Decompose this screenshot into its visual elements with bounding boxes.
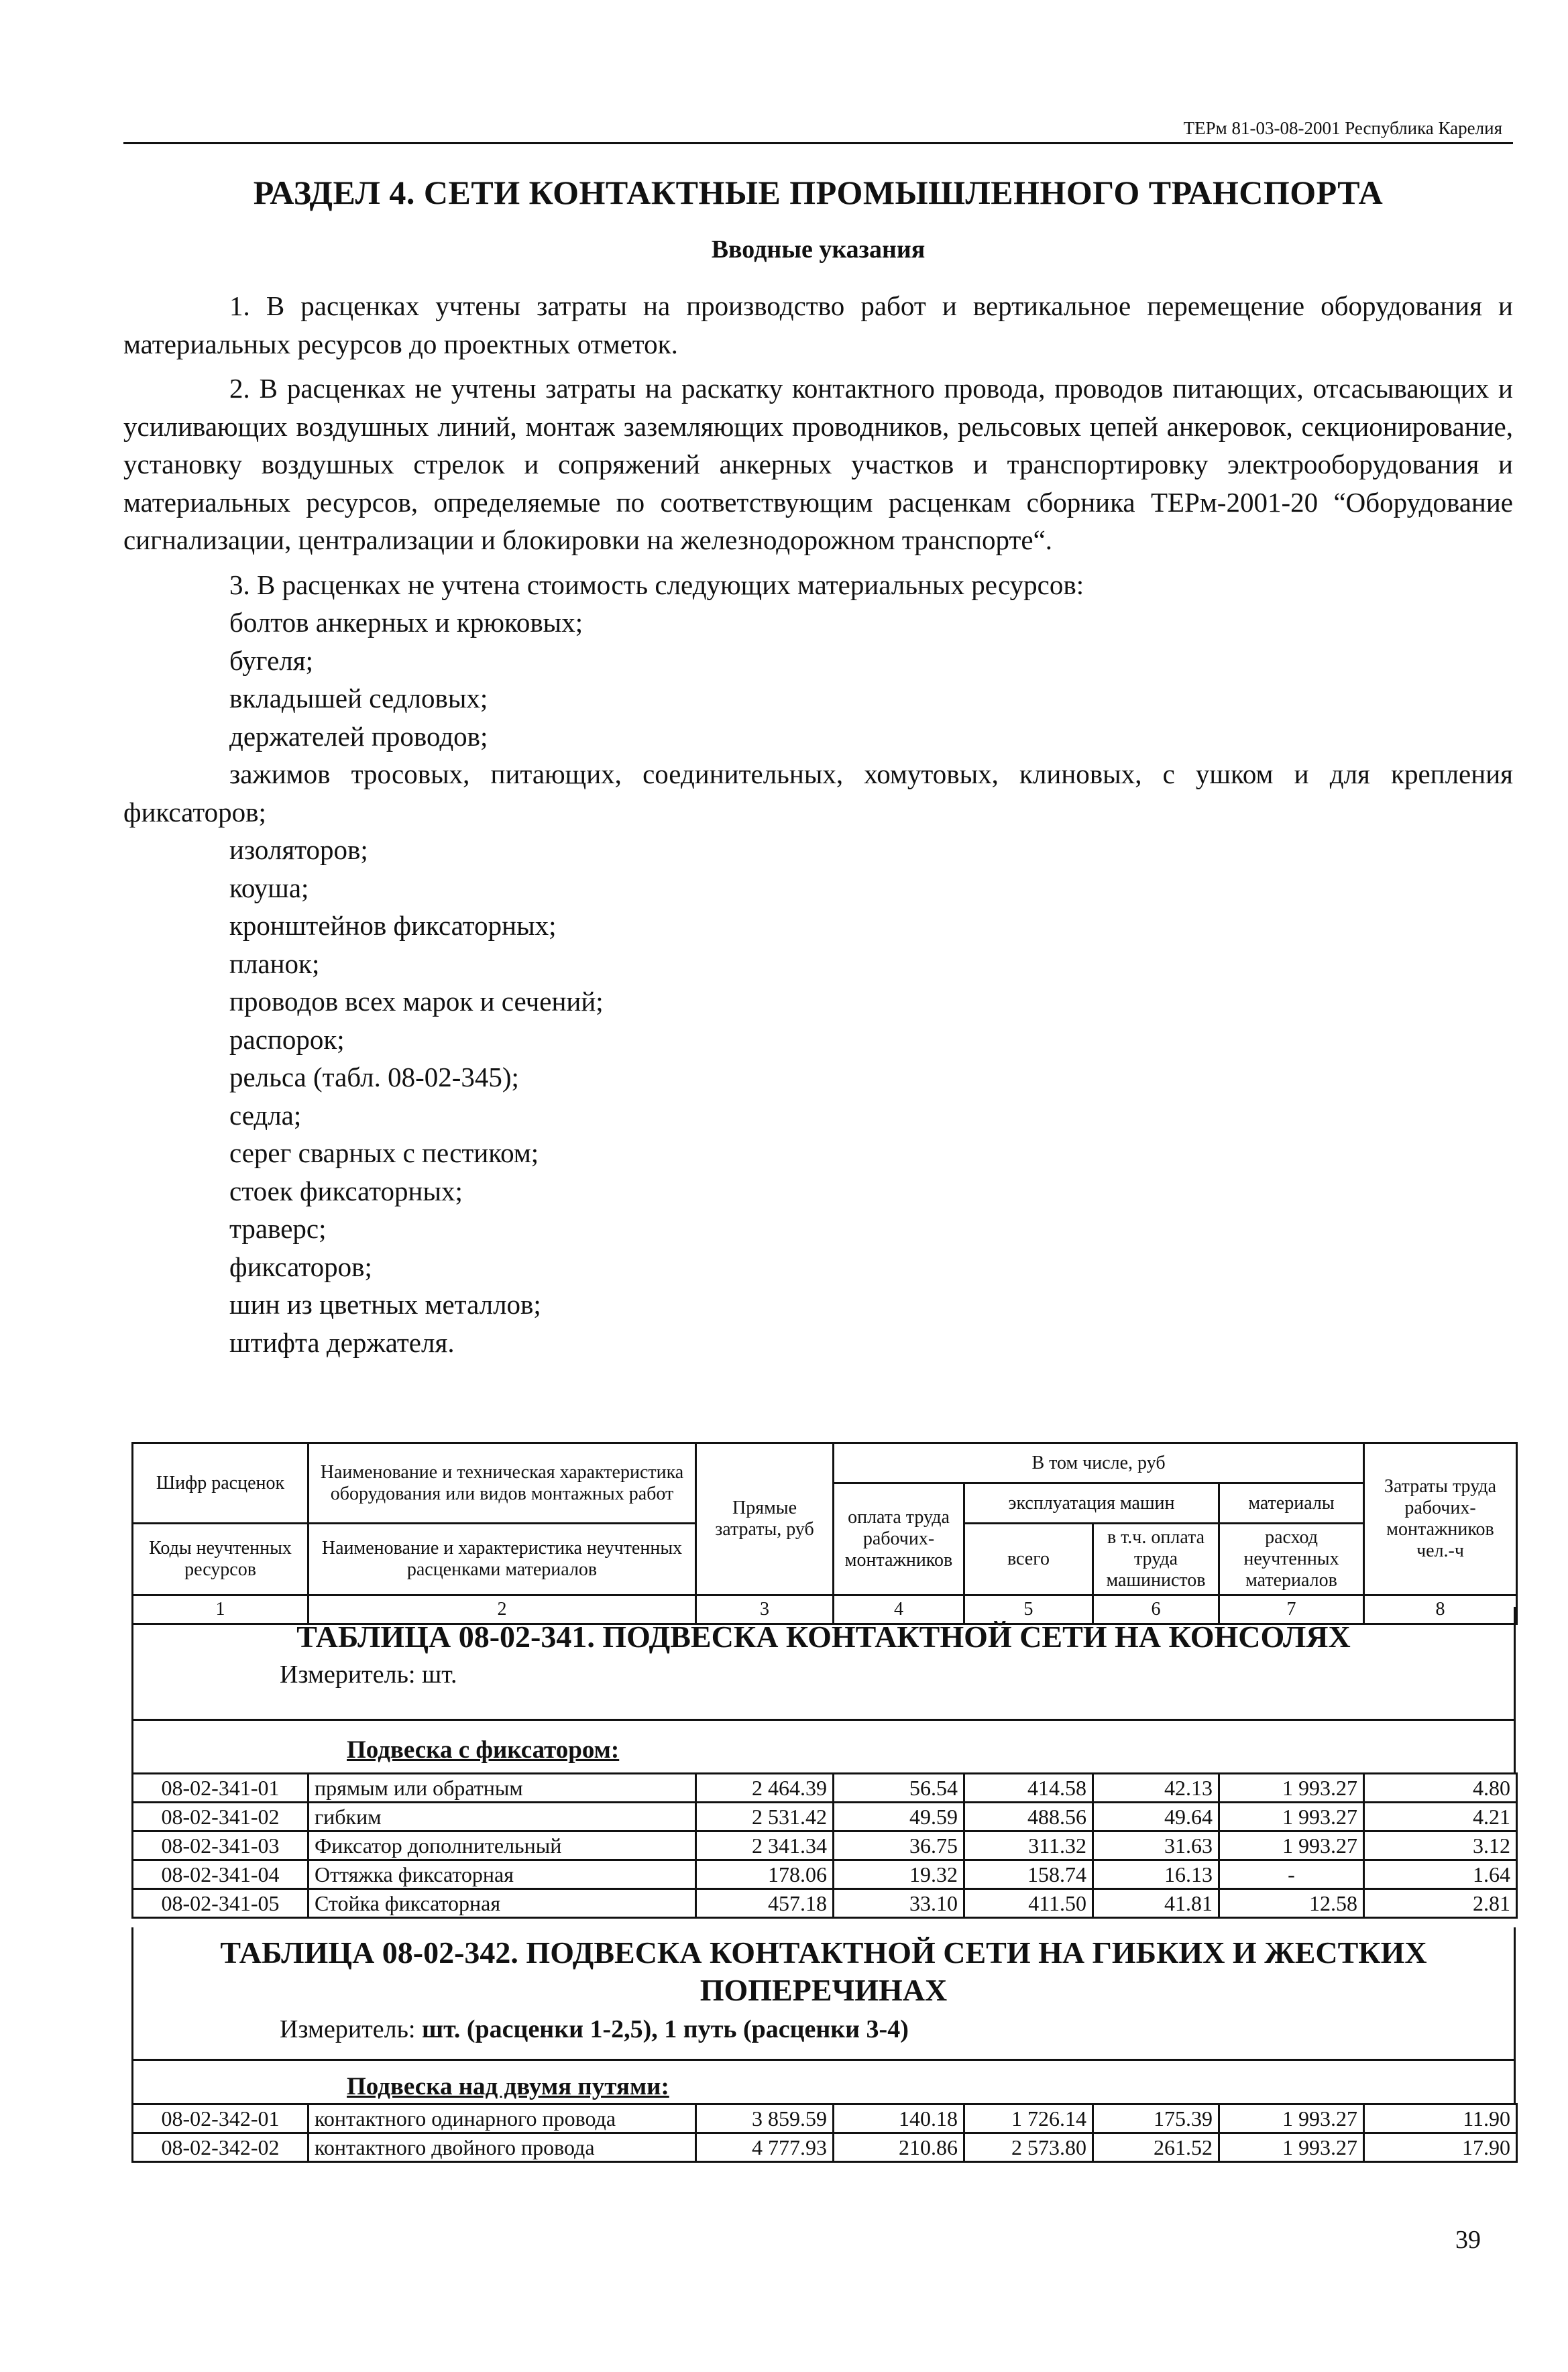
labor-pay: 210.86 — [834, 2133, 964, 2162]
rate-name: Стойка фиксаторная — [309, 1889, 696, 1918]
col-number: 7 — [1219, 1595, 1364, 1624]
paragraph-3: 3. В расценках не учтена стоимость следующих материальных ресурсов: — [229, 569, 1084, 600]
direct-costs: 2 341.34 — [696, 1831, 834, 1860]
table-342-subhead: Подвеска над двумя путями: — [347, 2073, 669, 2100]
machine-total: 2 573.80 — [964, 2133, 1093, 2162]
table-row — [133, 2104, 1517, 2133]
table-341-subhead: Подвеска с фиксатором: — [347, 1736, 620, 1764]
direct-costs: 2 531.42 — [696, 1803, 834, 1831]
table-row — [133, 1774, 1517, 1803]
table-341-title-block — [131, 1607, 1516, 1774]
header-machine-ops: эксплуатация машин — [964, 1483, 1219, 1524]
direct-costs: 4 777.93 — [696, 2133, 834, 2162]
header-machine-labor: в т.ч. оплата труда машинистов — [1093, 1524, 1219, 1595]
col-number: 5 — [964, 1595, 1093, 1624]
header-rule — [123, 142, 1513, 144]
rate-code: 08-02-342-02 — [133, 2133, 309, 2162]
header-name: Наименование и техническая характеристика оборудования или видов монтажных работ — [309, 1443, 696, 1524]
material-item: проводов всех марок и сечений; — [229, 986, 604, 1017]
table-342-title-line-1: ТАБЛИЦА 08-02-342. ПОДВЕСКА КОНТАКТНОЙ СЕТИ НА ГИБКИХ И ЖЕСТКИХ — [220, 1935, 1427, 1970]
header-labor-pay: оплата труда рабочих-монтажников — [834, 1483, 964, 1595]
header-materials: материалы — [1219, 1483, 1364, 1524]
header-direct-costs: Прямые затраты, руб — [696, 1443, 834, 1595]
labor-hours: 11.90 — [1364, 2104, 1517, 2133]
table-342-measure — [133, 2015, 1514, 2044]
machine-labor: 16.13 — [1093, 1860, 1219, 1889]
rate-name: прямым или обратным — [309, 1774, 696, 1803]
rate-code: 08-02-341-02 — [133, 1803, 309, 1831]
labor-hours: 3.12 — [1364, 1831, 1517, 1860]
material-item: фиксаторов; — [229, 1251, 372, 1282]
machine-total: 414.58 — [964, 1774, 1093, 1803]
section-subtitle: Вводные указания — [711, 235, 926, 264]
material-item: серег сварных с пестиком; — [229, 1137, 539, 1168]
materials: 12.58 — [1219, 1889, 1364, 1918]
table-342-measure-value: шт. (расценки 1-2,5), 1 путь (расценки 3-4) — [422, 2015, 909, 2043]
rates-table-header — [131, 1442, 1518, 1625]
rate-code: 08-02-341-01 — [133, 1774, 309, 1803]
header-unaccounted-codes: Коды неучтенных ресурсов — [133, 1524, 309, 1595]
page-number: 39 — [1455, 2226, 1481, 2254]
header-materials-consumption: расход неучтенных материалов — [1219, 1524, 1364, 1595]
materials: - — [1219, 1860, 1364, 1889]
table-342-title-line-2: ПОПЕРЕЧИНАХ — [699, 1973, 948, 2007]
document-reference: ТЕРм 81-03-08-2001 Республика Карелия — [1183, 118, 1502, 138]
material-item: планок; — [229, 948, 320, 979]
header-labor-costs: Затраты труда рабочих-монтажников чел.-ч — [1364, 1443, 1517, 1595]
col-number: 2 — [309, 1595, 696, 1624]
rate-code: 08-02-341-05 — [133, 1889, 309, 1918]
table-342-title — [133, 1934, 1514, 2009]
machine-labor: 175.39 — [1093, 2104, 1219, 2133]
direct-costs: 2 464.39 — [696, 1774, 834, 1803]
labor-pay: 36.75 — [834, 1831, 964, 1860]
labor-pay: 140.18 — [834, 2104, 964, 2133]
machine-total: 311.32 — [964, 1831, 1093, 1860]
col-number: 6 — [1093, 1595, 1219, 1624]
paragraph-2: 2. В расценках не учтены затраты на раскатку контактного провода, проводов питающих, отсасывающих и усиливающих воздушных линий, монтаж заземляющих проводников, рельсовых цепей анкеровок, секционирование, установку воздушных стрелок и сопряжений анкерных участков и транспортировку электрооборудования и материальных ресурсов, определяемые по соответствующим расценкам сборника ТЕРм-2001-20 “Оборудование сигнализации, централизации и блокировки на железнодорожном транспорте“. — [123, 373, 1513, 555]
table-342-title-block — [131, 1927, 1516, 2105]
table-342-rows — [131, 2103, 1518, 2163]
direct-costs: 457.18 — [696, 1889, 834, 1918]
header-including: В том числе, руб — [834, 1443, 1364, 1483]
machine-labor: 41.81 — [1093, 1889, 1219, 1918]
table-row — [133, 1831, 1517, 1860]
rate-name: Оттяжка фиксаторная — [309, 1860, 696, 1889]
labor-hours: 1.64 — [1364, 1860, 1517, 1889]
labor-hours: 4.21 — [1364, 1803, 1517, 1831]
machine-labor: 261.52 — [1093, 2133, 1219, 2162]
machine-total: 1 726.14 — [964, 2104, 1093, 2133]
rate-code: 08-02-341-03 — [133, 1831, 309, 1860]
labor-hours: 2.81 — [1364, 1889, 1517, 1918]
materials: 1 993.27 — [1219, 2133, 1364, 2162]
labor-hours: 17.90 — [1364, 2133, 1517, 2162]
machine-total: 158.74 — [964, 1860, 1093, 1889]
table-row — [133, 1860, 1517, 1889]
machine-labor: 31.63 — [1093, 1831, 1219, 1860]
table-342-measure-label: Измеритель: — [280, 2015, 416, 2043]
material-item: изоляторов; — [229, 834, 368, 865]
machine-labor: 49.64 — [1093, 1803, 1219, 1831]
material-item: вкладышей седловых; — [229, 683, 488, 714]
rate-name: контактного двойного провода — [309, 2133, 696, 2162]
material-item: рельса (табл. 08-02-345); — [229, 1062, 519, 1092]
col-number: 8 — [1364, 1595, 1517, 1624]
material-item: коуша; — [229, 872, 309, 903]
header-code: Шифр расценок — [133, 1443, 309, 1524]
material-item: болтов анкерных и крюковых; — [229, 607, 583, 638]
labor-pay: 56.54 — [834, 1774, 964, 1803]
table-row — [133, 2133, 1517, 2162]
table-341-title: ТАБЛИЦА 08-02-341. ПОДВЕСКА КОНТАКТНОЙ СЕТИ НА КОНСОЛЯХ — [296, 1620, 1351, 1654]
material-item: штифта держателя. — [229, 1326, 455, 1358]
material-item: седла; — [229, 1099, 302, 1131]
header-unaccounted-names: Наименование и характеристика неучтенных расценками материалов — [309, 1524, 696, 1595]
intro-text — [123, 287, 1513, 1361]
direct-costs: 3 859.59 — [696, 2104, 834, 2133]
rate-code: 08-02-341-04 — [133, 1860, 309, 1889]
table-row — [133, 1803, 1517, 1831]
col-number: 4 — [834, 1595, 964, 1624]
materials: 1 993.27 — [1219, 1774, 1364, 1803]
direct-costs: 178.06 — [696, 1860, 834, 1889]
rate-name: Фиксатор дополнительный — [309, 1831, 696, 1860]
machine-total: 411.50 — [964, 1889, 1093, 1918]
rate-code: 08-02-342-01 — [133, 2104, 309, 2133]
col-number: 3 — [696, 1595, 834, 1624]
labor-pay: 49.59 — [834, 1803, 964, 1831]
material-item: кронштейнов фиксаторных; — [229, 910, 557, 941]
header-machine-total: всего — [964, 1524, 1093, 1595]
machine-labor: 42.13 — [1093, 1774, 1219, 1803]
col-number: 1 — [133, 1595, 309, 1624]
material-item: держателей проводов; — [229, 720, 488, 752]
machine-total: 488.56 — [964, 1803, 1093, 1831]
material-item: шин из цветных металлов; — [229, 1289, 541, 1320]
labor-pay: 19.32 — [834, 1860, 964, 1889]
material-item: зажимов тросовых, питающих, соединительных, хомутовых, клиновых, с ушком и для крепления фиксаторов; — [123, 758, 1513, 828]
materials: 1 993.27 — [1219, 2104, 1364, 2133]
labor-hours: 4.80 — [1364, 1774, 1517, 1803]
material-item: распорок; — [229, 1023, 345, 1055]
section-title: РАЗДЕЛ 4. СЕТИ КОНТАКТНЫЕ ПРОМЫШЛЕННОГО ТРАНСПОРТА — [253, 174, 1384, 211]
labor-pay: 33.10 — [834, 1889, 964, 1918]
materials: 1 993.27 — [1219, 1831, 1364, 1860]
material-item: траверс; — [229, 1213, 327, 1244]
material-item: бугеля; — [229, 644, 313, 676]
table-341-measure: Измеритель: шт. — [280, 1660, 457, 1689]
table-341-rows — [131, 1772, 1518, 1919]
rate-name: контактного одинарного провода — [309, 2104, 696, 2133]
table-row — [133, 1889, 1517, 1918]
material-item: стоек фиксаторных; — [229, 1175, 463, 1206]
paragraph-1: 1. В расценках учтены затраты на производство работ и вертикальное перемещение оборудования и материальных ресурсов до проектных отметок. — [123, 290, 1513, 359]
materials: 1 993.27 — [1219, 1803, 1364, 1831]
rate-name: гибким — [309, 1803, 696, 1831]
